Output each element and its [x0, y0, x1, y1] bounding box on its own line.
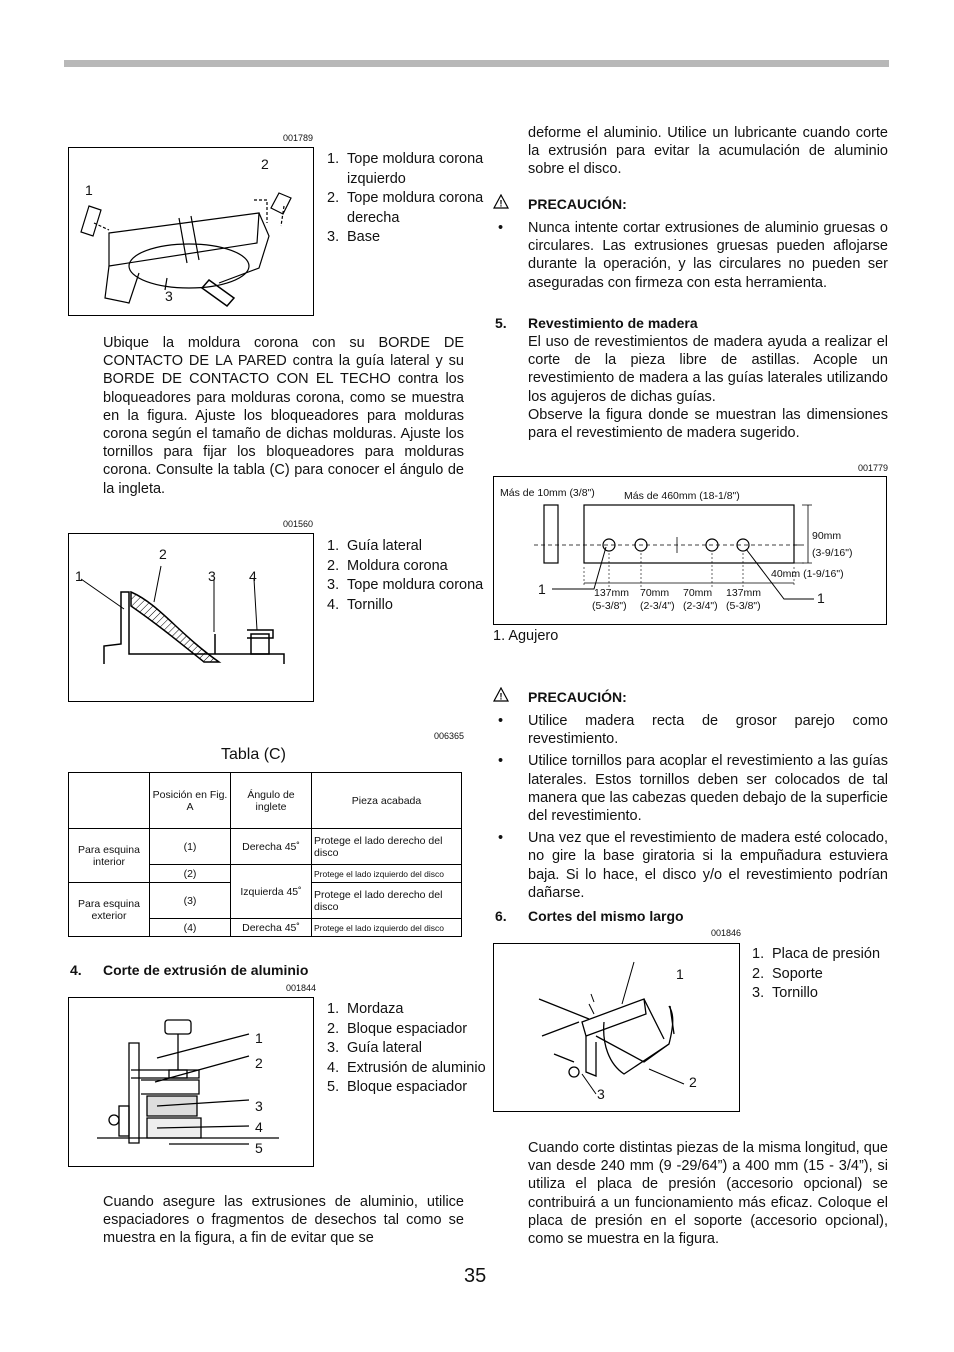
section-5-number: 5. [495, 315, 507, 331]
section-6-paragraph: Cuando corte distintas piezas de la misma longitud, que van desde 240 mm (9 -29/64”) a 400 mm (15 - 3/4”), si utiliza el placa de presión (accesorio opcional) se contribuirá a un funcionamiento más eficaz. Coloque el placa de presión en el soporte (accesorio opcional), como se muestra en la figura. [528, 1140, 888, 1248]
legend-item: 3. Tope moldura corona [327, 577, 484, 593]
callout-1-right: 1 [817, 590, 825, 606]
caution-1-title: PRECAUCIÓN: [528, 196, 627, 212]
dim-2-inch: (2-3/4") [640, 600, 675, 612]
label-460mm: Más de 460mm (18-1/8") [624, 490, 740, 502]
section-5-heading: Revestimiento de madera [528, 315, 698, 331]
fig1-legend [327, 150, 487, 248]
callout-1: 1 [255, 1030, 263, 1046]
label-90mm-inch: (3-9/16") [812, 547, 853, 559]
svg-text:!: ! [499, 691, 503, 702]
row-interior: Para esquina interior [69, 829, 150, 883]
callout-1-left: 1 [538, 581, 546, 597]
caution-item: • Nunca intente cortar extrusiones de aluminio gruesas o circulares. Las extrusiones gruesas pueden aflojarse durante la operación, y las circulares no pueden ser aseguradas con firmeza con esta herramienta. [494, 219, 888, 292]
molding-section-illustration [69, 534, 312, 700]
caution-item: • Utilice tornillos para acoplar el revestimiento a las guías laterales. Estos tornillos deben ser colocados de tal manera que las cabezas queden debajo de la superficie del revestimiento. [494, 752, 888, 825]
dim-3: 70mm [683, 587, 713, 599]
callout-1: 1 [676, 966, 684, 982]
dim-1: 137mm [594, 587, 630, 599]
legend-item: 3. Base [327, 229, 381, 245]
caution-2-title: PRECAUCIÓN: [528, 689, 627, 705]
svg-text:!: ! [499, 198, 503, 209]
aluminum-paragraph-continued: deforme el aluminio. Utilice un lubricante cuando corte la extrusión para evitar la acumulación de aluminio sobre el disco. [528, 125, 888, 178]
aluminum-paragraph: Cuando asegure las extrusiones de aluminio, utilice espaciadores o fragmentos de desechos tal como se muestra en la figura, a fin de evitar que se [103, 1194, 464, 1247]
legend-item: 1. Mordaza [327, 1001, 404, 1017]
cell-angle: Izquierda 45˚ [231, 865, 312, 919]
section-5-paragraph-1: El uso de revestimientos de madera ayuda a realizar el corte de la pieza libre de astillas. Acople un revestimiento de madera a las guías laterales utilizando los agujeros de dichas guías. [528, 334, 888, 405]
fig2-legend [327, 537, 487, 615]
cell-piece: Protege el lado derecho del disco [312, 883, 462, 919]
crown-molding-paragraph: Ubique la moldura corona con su BORDE DE CONTACTO DE LA PARED contra la guía lateral y su BORDE DE CONTACTO CON EL TECHO contra los bloqueadores para molduras corona, como se muestra en la figura. Ajuste los bloqueadores para molduras corona según el tamaño de dichas molduras. Ajuste los tornillos para fijar los bloqueadores para molduras corona. Consulte la tabla (C) para conocer el ángulo de la ingleta. [103, 335, 464, 497]
cell-pos: (4) [150, 919, 231, 937]
label-40mm: 40mm (1-9/16") [771, 568, 844, 580]
header-piece: Pieza acabada [312, 773, 462, 829]
section-4-number: 4. [70, 962, 82, 978]
cell-pos: (2) [150, 865, 231, 883]
header-position: Posición en Fig. A [150, 773, 231, 829]
cell-piece: Protege el lado derecho del disco [312, 829, 462, 865]
legend-item: 1. Guía lateral [327, 538, 422, 554]
callout-2: 2 [261, 156, 269, 172]
legend-item: 2. Moldura corona [327, 557, 448, 574]
figure-aluminum-clamp [68, 997, 314, 1167]
callout-3: 3 [165, 288, 173, 304]
dim-4-inch: (5-3/8") [726, 600, 761, 612]
fig5-legend: 1. Agujero [493, 628, 559, 644]
callout-2: 2 [689, 1074, 697, 1090]
figure-wood-facing [493, 476, 887, 625]
figure-code: 001560 [282, 519, 313, 529]
section-4-heading: Corte de extrusión de aluminio [103, 962, 309, 978]
pressure-plate-illustration [494, 944, 738, 1110]
cell-piece: Protege el lado izquierdo del disco [312, 919, 462, 937]
caution-2-list [494, 712, 888, 906]
section-6-heading: Cortes del mismo largo [528, 908, 684, 924]
callout-1: 1 [75, 568, 83, 584]
cell-angle: Derecha 45˚ [231, 829, 312, 865]
table-code: 006365 [433, 731, 464, 741]
callout-4: 4 [249, 568, 257, 584]
caution-item: • Una vez que el revestimiento de madera esté colocado, no gire la base giratoria si la empuñadura estuviera baja. Si lo hace, el disco y/o el revestimiento podrían dañarse. [494, 829, 888, 902]
dim-4: 137mm [726, 587, 762, 599]
callout-4: 4 [255, 1119, 263, 1135]
legend-item: 2. Soporte [752, 965, 823, 982]
cell-piece: Protege el lado izquierdo del disco [312, 865, 462, 883]
callout-5: 5 [255, 1140, 263, 1156]
callout-3: 3 [255, 1098, 263, 1114]
callout-3: 3 [597, 1086, 605, 1102]
label-90mm: 90mm [812, 530, 842, 542]
warning-icon [493, 194, 509, 214]
dim-2: 70mm [640, 587, 670, 599]
header-rule [64, 60, 889, 67]
warning-icon [493, 687, 509, 707]
legend-item: 3. Guía lateral [327, 1040, 422, 1056]
cell-pos: (3) [150, 883, 231, 919]
fig4-legend [327, 1000, 487, 1098]
callout-3: 3 [208, 568, 216, 584]
fig6-legend [752, 945, 882, 1004]
legend-item: 1. Tope moldura corona izquierdo [327, 151, 484, 187]
legend-item: 4. Tornillo [327, 596, 393, 613]
section-6-number: 6. [495, 908, 507, 924]
legend-item: 4. Extrusión de aluminio [327, 1059, 486, 1076]
miter-angle-table [68, 772, 462, 937]
figure-code: 001844 [285, 983, 316, 993]
label-10mm: Más de 10mm (3/8") [500, 487, 595, 499]
dim-1-inch: (5-3/8") [592, 600, 627, 612]
cell-angle: Derecha 45˚ [231, 919, 312, 937]
clamp-illustration [69, 998, 312, 1165]
table-title: Tabla (C) [221, 746, 286, 763]
callout-2: 2 [159, 546, 167, 562]
figure-crown-stops [68, 147, 314, 316]
row-exterior: Para esquina exterior [69, 883, 150, 937]
callout-2: 2 [255, 1055, 263, 1071]
header-angle: Ángulo de inglete [231, 773, 312, 829]
page-number: 35 [464, 1265, 487, 1287]
crown-stop-illustration [69, 148, 312, 314]
figure-code: 001779 [857, 463, 888, 473]
legend-item: 1. Placa de presión [752, 946, 881, 962]
legend-item: 2. Tope moldura corona derecha [327, 190, 484, 226]
figure-crown-molding-section [68, 533, 314, 702]
figure-code: 001789 [282, 133, 313, 143]
callout-1: 1 [85, 182, 93, 198]
caution-1-list [494, 219, 888, 296]
section-5-paragraph-2: Observe la figura donde se muestran las dimensiones para el revestimiento de madera sugerido. [528, 407, 888, 442]
legend-item: 3. Tornillo [752, 985, 818, 1001]
figure-code: 001846 [710, 928, 741, 938]
caution-item: • Utilice madera recta de grosor parejo como revestimiento. [494, 712, 888, 748]
legend-item: 2. Bloque espaciador [327, 1020, 468, 1037]
figure-pressure-plate [493, 943, 740, 1112]
dim-3-inch: (2-3/4") [683, 600, 718, 612]
legend-item: 5. Bloque espaciador [327, 1079, 468, 1095]
cell-pos: (1) [150, 829, 231, 865]
